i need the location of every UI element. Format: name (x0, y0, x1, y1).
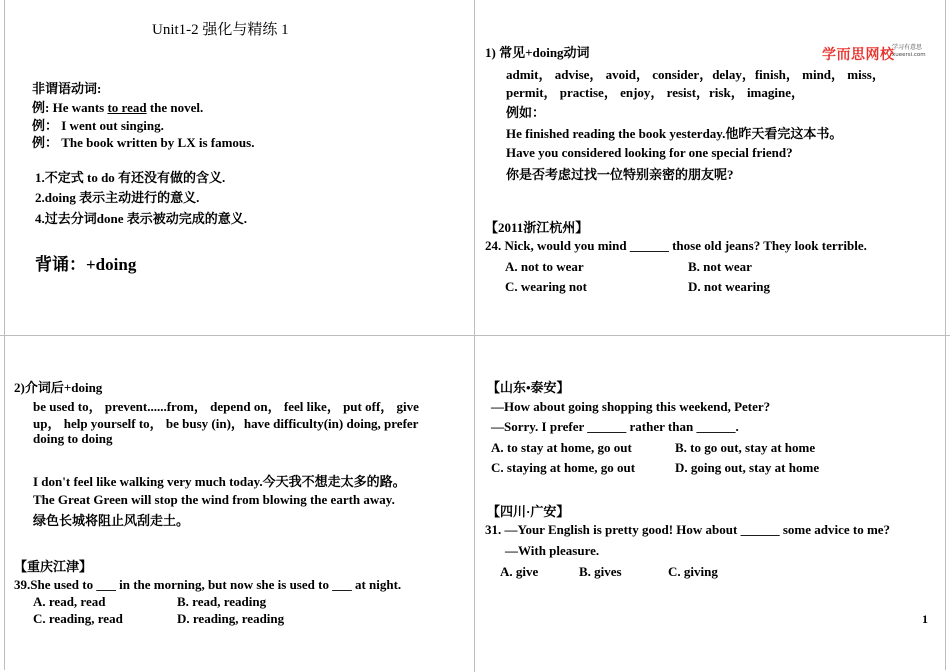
example-1 (32, 97, 203, 116)
rule-1: 1.不定式 to do 有还没有做的含义. (35, 170, 226, 185)
slide-3-example-2: The Great Green will stop the wind from blowing the earth away. (33, 492, 395, 507)
logo-slogan: 学习有意思 (892, 44, 923, 51)
dialog-line-2: —Sorry. I prefer ______ rather than ______. (491, 419, 739, 434)
verbs-line-1: admit， advise， avoid， consider，delay，finish， mind， miss， (506, 67, 885, 82)
example-label: 例如： (506, 105, 546, 120)
question-31-answer: —With pleasure. (505, 543, 600, 558)
question-39-option-a: A. read, read (33, 594, 106, 609)
recite-note: 背诵：+doing (35, 255, 137, 274)
dialog-option-b: B. to go out, stay at home (675, 440, 816, 455)
example-3: 例： The book written by LX is famous. (32, 135, 255, 150)
logo-text: 学而思网校 (822, 47, 895, 63)
phrases-line-3: doing to doing (33, 431, 113, 446)
horizontal-divider (0, 335, 950, 336)
question-31-source: 【四川·广安】 (487, 504, 570, 519)
slide-2-example-1: He finished reading the book yesterday.他昨天看完这本书。 (506, 126, 843, 141)
example-1-underlined: to read (107, 100, 147, 115)
question-24-option-a: A. not to wear (505, 259, 584, 274)
question-31-option-a: A. give (500, 564, 539, 579)
slide-2-example-2-translation: 你是否考虑过找一位特别亲密的朋友呢? (506, 167, 734, 182)
example-1-prefix: 例: He wants (32, 100, 108, 115)
question-39: 39.She used to ___ in the morning, but now she is used to ___ at night. (14, 577, 402, 592)
nonfinite-heading: 非谓语动词: (32, 81, 102, 96)
dialog-option-d: D. going out, stay at home (675, 460, 820, 475)
question-39-option-b: B. read, reading (177, 594, 267, 609)
question-39-option-c: C. reading, read (33, 611, 123, 626)
example-2: 例： I went out singing. (32, 118, 164, 133)
question-31: 31. —Your English is pretty good! How about ______ some advice to me? (485, 522, 891, 537)
question-24-option-d: D. not wearing (688, 279, 770, 294)
rule-2: 2.doing 表示主动进行的意义. (35, 190, 200, 205)
question-39-source: 【重庆江津】 (14, 559, 93, 574)
question-39-option-d: D. reading, reading (177, 611, 285, 626)
question-24-option-c: C. wearing not (505, 279, 587, 294)
rule-4: 4.过去分词done 表示被动完成的意义. (35, 211, 247, 226)
dialog-option-c: C. staying at home, go out (491, 460, 636, 475)
vertical-divider (474, 0, 475, 672)
dialog-line-1: —How about going shopping this weekend, Peter? (491, 399, 771, 414)
dialog-option-a: A. to stay at home, go out (491, 440, 632, 455)
preposition-heading: 2)介词后+doing (14, 380, 103, 395)
verbs-line-2: permit， practise， enjoy， resist，risk， imagine， (506, 85, 804, 100)
phrases-line-1: be used to， prevent......from， depend on， feel like， put off， give (33, 399, 419, 414)
slide-3-example-2-translation: 绿色长城将阻止风刮走土。 (33, 513, 190, 528)
question-31-option-c: C. giving (668, 564, 718, 579)
example-1-suffix: the novel. (146, 100, 204, 115)
phrases-line-2: up， help yourself to， be busy (in)，have difficulty(in) doing, prefer (33, 416, 419, 431)
question-31-option-b: B. gives (579, 564, 622, 579)
logo-url: xueersi.com (892, 52, 926, 58)
question-24: 24. Nick, would you mind ______ those old jeans? They look terrible. (485, 238, 867, 253)
slide-2-example-2: Have you considered looking for one special friend? (506, 145, 793, 160)
page-number: 1 (922, 612, 928, 626)
question-24-option-b: B. not wear (688, 259, 752, 274)
slide-1-title: Unit1-2 强化与精练 1 (152, 22, 289, 38)
slide-3-example-1: I don't feel like walking very much today.今天我不想走太多的路。 (33, 474, 406, 489)
question-24-source: 【2011浙江杭州】 (485, 220, 589, 235)
common-verbs-heading: 1) 常见+doing动词 (485, 45, 590, 60)
dialog-source: 【山东•泰安】 (487, 380, 570, 395)
brand-logo (822, 44, 940, 64)
